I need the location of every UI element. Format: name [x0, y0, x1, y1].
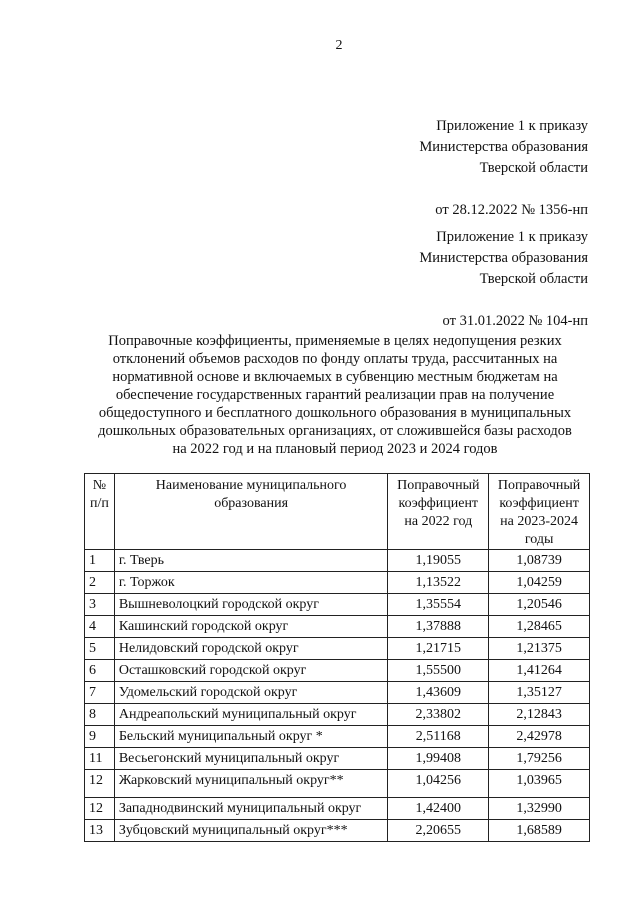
appendix-2-line1: Приложение 1 к приказу [436, 229, 588, 245]
row-num: 13 [85, 820, 115, 842]
row-coef-2023-2024: 1,20546 [489, 594, 590, 616]
table-row [85, 660, 590, 682]
document-title: Поправочные коэффициенты, применяемые в целях недопущения резких отклонений объемов расходов по фонду оплаты труда, рассчитанных на нормативной основе и включаемых в субвенцию местным бюджетам на обеспечение государственных гарантий реализации прав на получение общедоступного и бесплатного дошкольного образования в муниципальных дошкольных образовательных организациях, от сложившейся базы расходов на 2022 год и на плановый период 2023 и 2024 годов [98, 333, 572, 457]
appendix-2-line3: Тверской области [479, 271, 588, 287]
table-header-row [85, 474, 590, 550]
header-coef-2023-2024: Поправочный коэффициент на 2023-2024 годы [489, 474, 590, 550]
row-coef-2022: 1,04256 [388, 770, 489, 798]
table-row [85, 770, 590, 798]
row-name: Осташковский городской округ [114, 660, 388, 682]
row-name: Бельский муниципальный округ * [114, 726, 388, 748]
row-num: 2 [85, 572, 115, 594]
table-row [85, 704, 590, 726]
row-num: 8 [85, 704, 115, 726]
appendix-1-line3: Тверской области [479, 160, 588, 176]
row-num: 11 [85, 748, 115, 770]
row-coef-2022: 1,37888 [388, 616, 489, 638]
row-coef-2022: 2,51168 [388, 726, 489, 748]
row-coef-2023-2024: 1,32990 [489, 798, 590, 820]
row-name: Весьегонский муниципальный округ [114, 748, 388, 770]
appendix-1-date: от 28.12.2022 № 1356-нп [435, 202, 588, 218]
row-coef-2022: 1,42400 [388, 798, 489, 820]
appendix-2-date: от 31.01.2022 № 104-нп [442, 313, 588, 329]
row-name: г. Тверь [114, 550, 388, 572]
row-coef-2023-2024: 2,12843 [489, 704, 590, 726]
row-num: 9 [85, 726, 115, 748]
table-row [85, 798, 590, 820]
table-row [85, 572, 590, 594]
row-coef-2023-2024: 1,28465 [489, 616, 590, 638]
row-name: Удомельский городской округ [114, 682, 388, 704]
appendix-note-2 [419, 227, 588, 332]
row-num: 7 [85, 682, 115, 704]
row-coef-2022: 1,55500 [388, 660, 489, 682]
table-row [85, 638, 590, 660]
row-num: 4 [85, 616, 115, 638]
row-name: Жарковский муниципальный округ** [114, 770, 388, 798]
row-name: Нелидовский городской округ [114, 638, 388, 660]
table-row [85, 726, 590, 748]
table-row [85, 616, 590, 638]
appendix-1-line1: Приложение 1 к приказу [436, 118, 588, 134]
row-coef-2023-2024: 1,08739 [489, 550, 590, 572]
table-row [85, 820, 590, 842]
row-coef-2023-2024: 1,41264 [489, 660, 590, 682]
row-coef-2022: 1,99408 [388, 748, 489, 770]
table-row [85, 682, 590, 704]
row-coef-2023-2024: 1,03965 [489, 770, 590, 798]
appendix-1-line2: Министерства образования [419, 139, 588, 155]
row-coef-2022: 1,19055 [388, 550, 489, 572]
row-coef-2022: 1,21715 [388, 638, 489, 660]
row-coef-2023-2024: 1,35127 [489, 682, 590, 704]
row-num: 6 [85, 660, 115, 682]
row-coef-2023-2024: 1,79256 [489, 748, 590, 770]
row-name: Зубцовский муниципальный округ*** [114, 820, 388, 842]
header-name: Наименование муниципального образования [114, 474, 388, 550]
table-row [85, 594, 590, 616]
row-name: Андреапольский муниципальный округ [114, 704, 388, 726]
row-coef-2022: 2,33802 [388, 704, 489, 726]
row-name: Вышневолоцкий городской округ [114, 594, 388, 616]
row-name: Кашинский городской округ [114, 616, 388, 638]
row-coef-2022: 1,43609 [388, 682, 489, 704]
table-row [85, 550, 590, 572]
appendix-note-1 [419, 116, 588, 221]
row-coef-2022: 1,13522 [388, 572, 489, 594]
header-num: № п/п [85, 474, 115, 550]
row-num: 12 [85, 770, 115, 798]
header-coef-2022: Поправочный коэффициент на 2022 год [388, 474, 489, 550]
coefficients-table [84, 473, 590, 842]
page-number: 2 [335, 38, 343, 53]
row-name: г. Торжок [114, 572, 388, 594]
row-num: 3 [85, 594, 115, 616]
row-coef-2023-2024: 1,04259 [489, 572, 590, 594]
row-coef-2023-2024: 1,68589 [489, 820, 590, 842]
table-row [85, 748, 590, 770]
row-coef-2023-2024: 2,42978 [489, 726, 590, 748]
row-coef-2022: 1,35554 [388, 594, 489, 616]
row-num: 12 [85, 798, 115, 820]
table-body [85, 550, 590, 842]
row-coef-2023-2024: 1,21375 [489, 638, 590, 660]
row-name: Западнодвинский муниципальный округ [114, 798, 388, 820]
appendix-2-line2: Министерства образования [419, 250, 588, 266]
row-num: 5 [85, 638, 115, 660]
row-coef-2022: 2,20655 [388, 820, 489, 842]
row-num: 1 [85, 550, 115, 572]
